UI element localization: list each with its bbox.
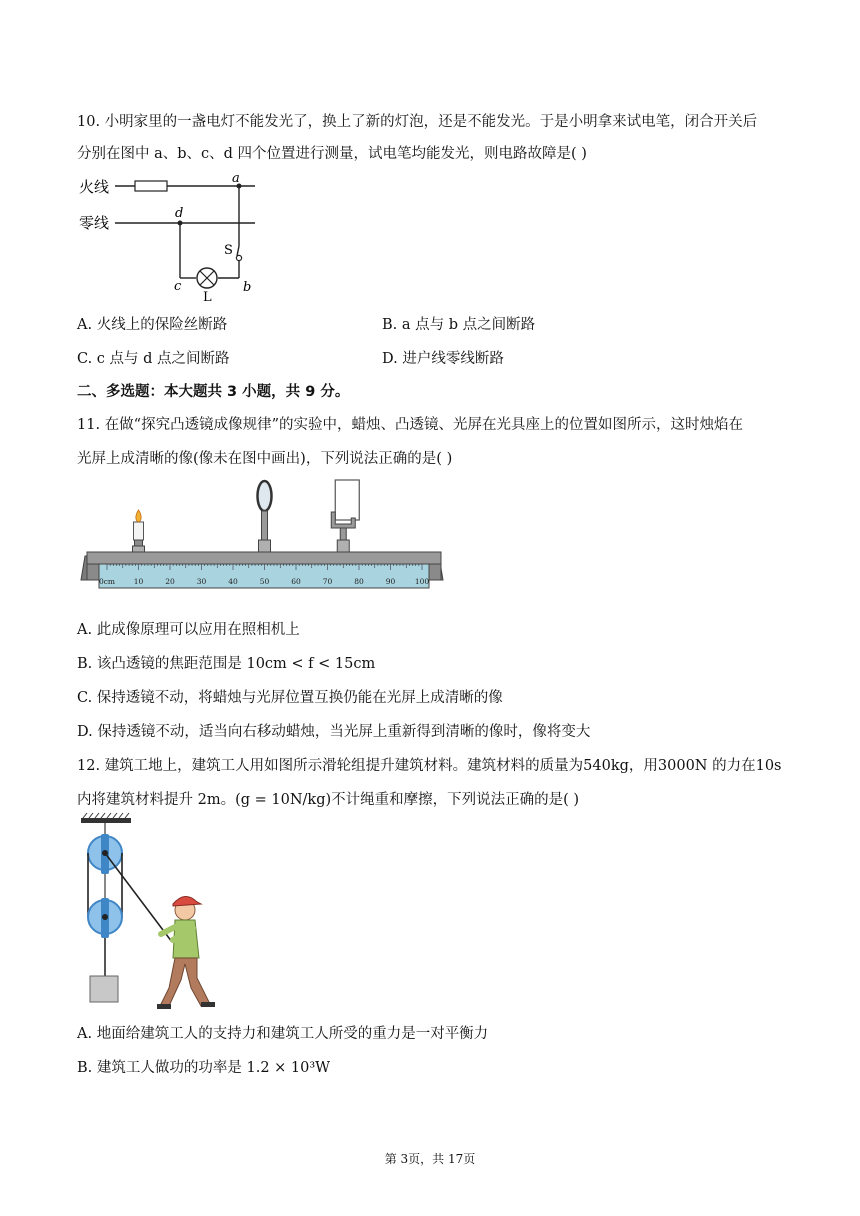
point-d-label: d (175, 206, 184, 221)
point-a-label: a (232, 171, 240, 186)
q11-optical-bench-figure (77, 476, 455, 610)
switch-label: S (224, 243, 233, 258)
q12-pulley-figure (77, 812, 227, 1017)
q12-text-line2: 内将建筑材料提升 2m。(g = 10N/kg)不计绳重和摩擦，下列说法正确的是( ) (77, 792, 580, 808)
ruler-tick-label: 70 (322, 577, 333, 586)
ruler-tick-label: 90 (385, 577, 396, 586)
q11-text-line1: 11. 在做“探究凸透镜成像规律”的实验中，蜡烛、凸透镜、光屏在光具座上的位置如图所示，这时烛焰在 (77, 417, 743, 433)
q12-text-line1: 12. 建筑工地上，建筑工人用如图所示滑轮组提升建筑材料。建筑材料的质量为540kg，用3000N 的力在10s (77, 758, 782, 774)
q10-text-line2: 分别在图中 a、b、c、d 四个位置进行测量，试电笔均能发光，则电路故障是( ) (77, 146, 587, 162)
ruler-tick-label: 40 (228, 577, 238, 586)
ruler-tick-label: 10 (133, 577, 144, 586)
point-c-label: c (174, 279, 182, 294)
candle (133, 510, 145, 552)
ceiling-beam (81, 818, 131, 823)
q10-option-d[interactable]: D. 进户线零线断路 (382, 351, 504, 367)
q11-option-c[interactable]: C. 保持透镜不动，将蜡烛与光屏位置互换仍能在光屏上成清晰的像 (77, 690, 503, 706)
ruler-tick-label: 80 (354, 577, 364, 586)
live-wire-label: 火线 (79, 178, 110, 196)
section-2-heading: 二、多选题：本大题共 3 小题，共 9 分。 (77, 384, 350, 400)
cap-icon (173, 896, 201, 906)
q11-text-line2: 光屏上成清晰的像(像未在图中画出)，下列说法正确的是( ) (77, 451, 453, 467)
ruler-tick-label: 60 (291, 577, 301, 586)
q12-option-a[interactable]: A. 地面给建筑工人的支持力和建筑工人所受的重力是一对平衡力 (77, 1026, 489, 1042)
neutral-wire-label: 零线 (79, 214, 110, 232)
q10-option-a[interactable]: A. 火线上的保险丝断路 (77, 317, 228, 333)
point-b-label: b (243, 280, 252, 295)
q11-option-a[interactable]: A. 此成像原理可以应用在照相机上 (77, 622, 300, 638)
bench-rail (87, 552, 441, 564)
worker-figure (157, 896, 215, 1009)
q10-option-b[interactable]: B. a 点与 b 点之间断路 (382, 317, 536, 333)
building-material-block (90, 976, 118, 1002)
q10-text-line1: 10. 小明家里的一盏电灯不能发光了，换上了新的灯泡，还是不能发光。于是小明拿来试电笔，闭合开关后 (77, 114, 758, 130)
convex-lens (258, 481, 272, 552)
q12-option-b[interactable]: B. 建筑工人做功的功率是 1.2 × 10³W (77, 1060, 331, 1076)
switch-contact (236, 255, 241, 260)
page-footer: 第 3页，共 17页 (384, 1152, 476, 1166)
ruler-tick-label: 50 (259, 577, 270, 586)
ruler-tick-label: 30 (196, 577, 207, 586)
ruler-tick-label: 20 (165, 577, 175, 586)
q11-option-d[interactable]: D. 保持透镜不动，适当向右移动蜡烛，当光屏上重新得到清晰的像时，像将变大 (77, 724, 591, 740)
lamp-label: L (203, 290, 212, 305)
switch-blade (237, 246, 239, 256)
ruler-tick-label: 0cm (98, 577, 116, 586)
fuse (135, 181, 167, 191)
light-screen (331, 480, 359, 552)
flame-icon (136, 510, 141, 522)
q10-option-c[interactable]: C. c 点与 d 点之间断路 (77, 351, 230, 367)
q10-circuit-diagram (77, 168, 277, 308)
ruler-tick-label: 100 (414, 577, 430, 586)
q11-option-b[interactable]: B. 该凸透镜的焦距范围是 10cm < f < 15cm (77, 656, 376, 672)
